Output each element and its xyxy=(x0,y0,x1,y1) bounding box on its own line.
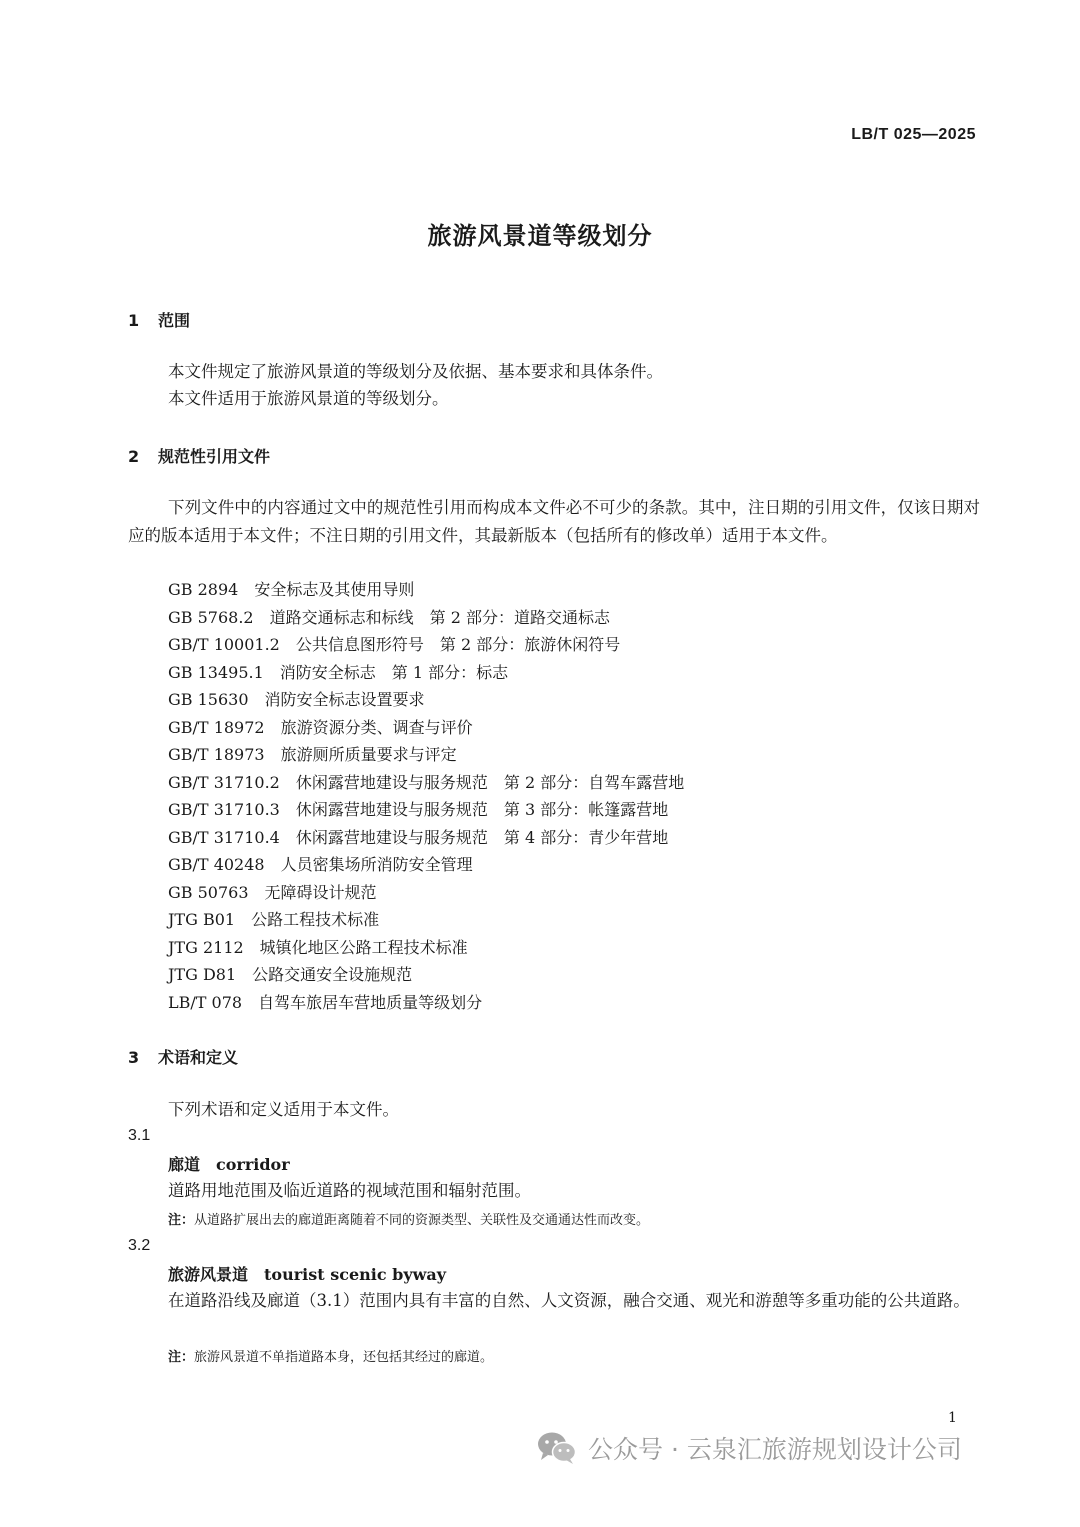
note-text: 旅游风景道不单指道路本身，还包括其经过的廊道。 xyxy=(194,1350,494,1365)
reference-item xyxy=(168,879,684,907)
section-3-heading xyxy=(128,1045,238,1068)
reference-code: GB 50763 xyxy=(168,882,249,902)
term-number: 3.2 xyxy=(128,1237,151,1254)
term-heading xyxy=(168,1152,290,1175)
reference-code: GB/T 40248 xyxy=(168,855,265,874)
term-note xyxy=(168,1209,649,1228)
section-3-intro: 下列术语和定义适用于本文件。 xyxy=(168,1100,399,1119)
reference-code: GB/T 31710.2 xyxy=(168,772,280,792)
note-label: 注： xyxy=(168,1213,195,1228)
term-note xyxy=(168,1346,493,1365)
reference-item xyxy=(168,796,684,824)
reference-item xyxy=(168,769,684,797)
reference-title: 道路交通标志和标线 第 2 部分：道路交通标志 xyxy=(269,607,610,627)
note-text: 从道路扩展出去的廊道距离随着不同的资源类型、关联性及交通通达性而改变。 xyxy=(194,1213,650,1228)
section-title: 范围 xyxy=(158,311,191,330)
reference-item xyxy=(168,961,684,989)
reference-title: 人员密集场所消防安全管理 xyxy=(280,855,473,874)
term-chinese: 廊道 xyxy=(168,1155,201,1174)
section-2-intro: 下列文件中的内容通过文中的规范性引用而构成本文件必不可少的条款。其中，注日期的引用文件，仅该日期对应的版本适用于本文件；不注日期的引用文件，其最新版本（包括所有的修改单）适用于本文件。 xyxy=(128,498,980,545)
reference-title: 消防安全标志设置要求 xyxy=(264,690,425,709)
section-2-heading xyxy=(128,444,270,467)
reference-code: JTG D81 xyxy=(168,965,237,984)
reference-item xyxy=(168,659,684,687)
reference-title: 无障碍设计规范 xyxy=(264,882,377,902)
reference-title: 旅游厕所质量要求与评定 xyxy=(280,745,457,764)
reference-title: 安全标志及其使用导则 xyxy=(254,580,415,599)
reference-code: GB/T 10001.2 xyxy=(168,635,280,654)
section-1-heading xyxy=(128,308,190,331)
document-title: 旅游风景道等级划分 xyxy=(427,222,653,250)
reference-code: LB/T 078 xyxy=(168,992,243,1012)
reference-title: 旅游资源分类、调查与评价 xyxy=(280,717,473,737)
term-english: corridor xyxy=(216,1155,290,1174)
reference-title: 休闲露营地建设与服务规范 第 2 部分：自驾车露营地 xyxy=(295,772,685,792)
reference-code: GB 15630 xyxy=(168,690,249,709)
reference-title: 公路工程技术标准 xyxy=(251,910,380,929)
section-number: 2 xyxy=(128,447,140,466)
reference-title: 公共信息图形符号 第 2 部分：旅游休闲符号 xyxy=(295,635,621,654)
watermark xyxy=(536,1428,962,1468)
reference-title: 公路交通安全设施规范 xyxy=(252,965,413,984)
reference-item xyxy=(168,686,684,714)
reference-item xyxy=(168,576,684,604)
reference-code: GB 2894 xyxy=(168,580,239,599)
reference-item xyxy=(168,934,684,962)
reference-title: 休闲露营地建设与服务规范 第 3 部分：帐篷露营地 xyxy=(295,800,669,819)
reference-item xyxy=(168,906,684,934)
reference-title: 自驾车旅居车营地质量等级划分 xyxy=(258,992,483,1012)
reference-title: 消防安全标志 第 1 部分：标志 xyxy=(279,662,509,682)
section-title: 规范性引用文件 xyxy=(158,447,271,466)
reference-code: JTG 2112 xyxy=(168,937,244,957)
reference-code: GB/T 18973 xyxy=(168,745,265,764)
term-definition: 道路用地范围及临近道路的视域范围和辐射范围。 xyxy=(168,1181,531,1200)
reference-item xyxy=(168,604,684,632)
wechat-icon xyxy=(536,1430,578,1466)
section-1-paragraph-1: 本文件规定了旅游风景道的等级划分及依据、基本要求和具体条件。 xyxy=(168,362,663,381)
reference-item xyxy=(168,851,684,879)
reference-code: GB/T 31710.3 xyxy=(168,800,280,819)
term-chinese: 旅游风景道 xyxy=(168,1265,249,1284)
reference-item xyxy=(168,741,684,769)
section-number: 1 xyxy=(128,311,140,330)
term-number: 3.1 xyxy=(128,1127,151,1144)
watermark-text: 公众号 · 云泉汇旅游规划设计公司 xyxy=(588,1435,962,1464)
term-heading xyxy=(168,1262,446,1285)
term-english: tourist scenic byway xyxy=(264,1265,447,1284)
reference-code: GB/T 18972 xyxy=(168,717,265,737)
section-title: 术语和定义 xyxy=(158,1048,239,1067)
reference-list xyxy=(168,576,684,1016)
reference-item xyxy=(168,714,684,742)
reference-code: JTG B01 xyxy=(168,910,236,929)
reference-code: GB/T 31710.4 xyxy=(168,827,280,847)
reference-code: GB 5768.2 xyxy=(168,607,254,627)
reference-title: 休闲露营地建设与服务规范 第 4 部分：青少年营地 xyxy=(295,827,669,847)
reference-item xyxy=(168,989,684,1017)
reference-item xyxy=(168,824,684,852)
note-label: 注： xyxy=(168,1350,195,1365)
section-number: 3 xyxy=(128,1048,140,1067)
reference-item xyxy=(168,631,684,659)
section-1-paragraph-2: 本文件适用于旅游风景道的等级划分。 xyxy=(168,389,449,408)
term-definition: 在道路沿线及廊道（3.1）范围内具有丰富的自然、人文资源，融合交通、观光和游憩等多重功能的公共道路。 xyxy=(168,1291,970,1310)
reference-code: GB 13495.1 xyxy=(168,662,264,682)
standard-code: LB/T 025—2025 xyxy=(851,126,976,143)
reference-title: 城镇化地区公路工程技术标准 xyxy=(259,937,468,957)
page-number: 1 xyxy=(948,1410,957,1426)
